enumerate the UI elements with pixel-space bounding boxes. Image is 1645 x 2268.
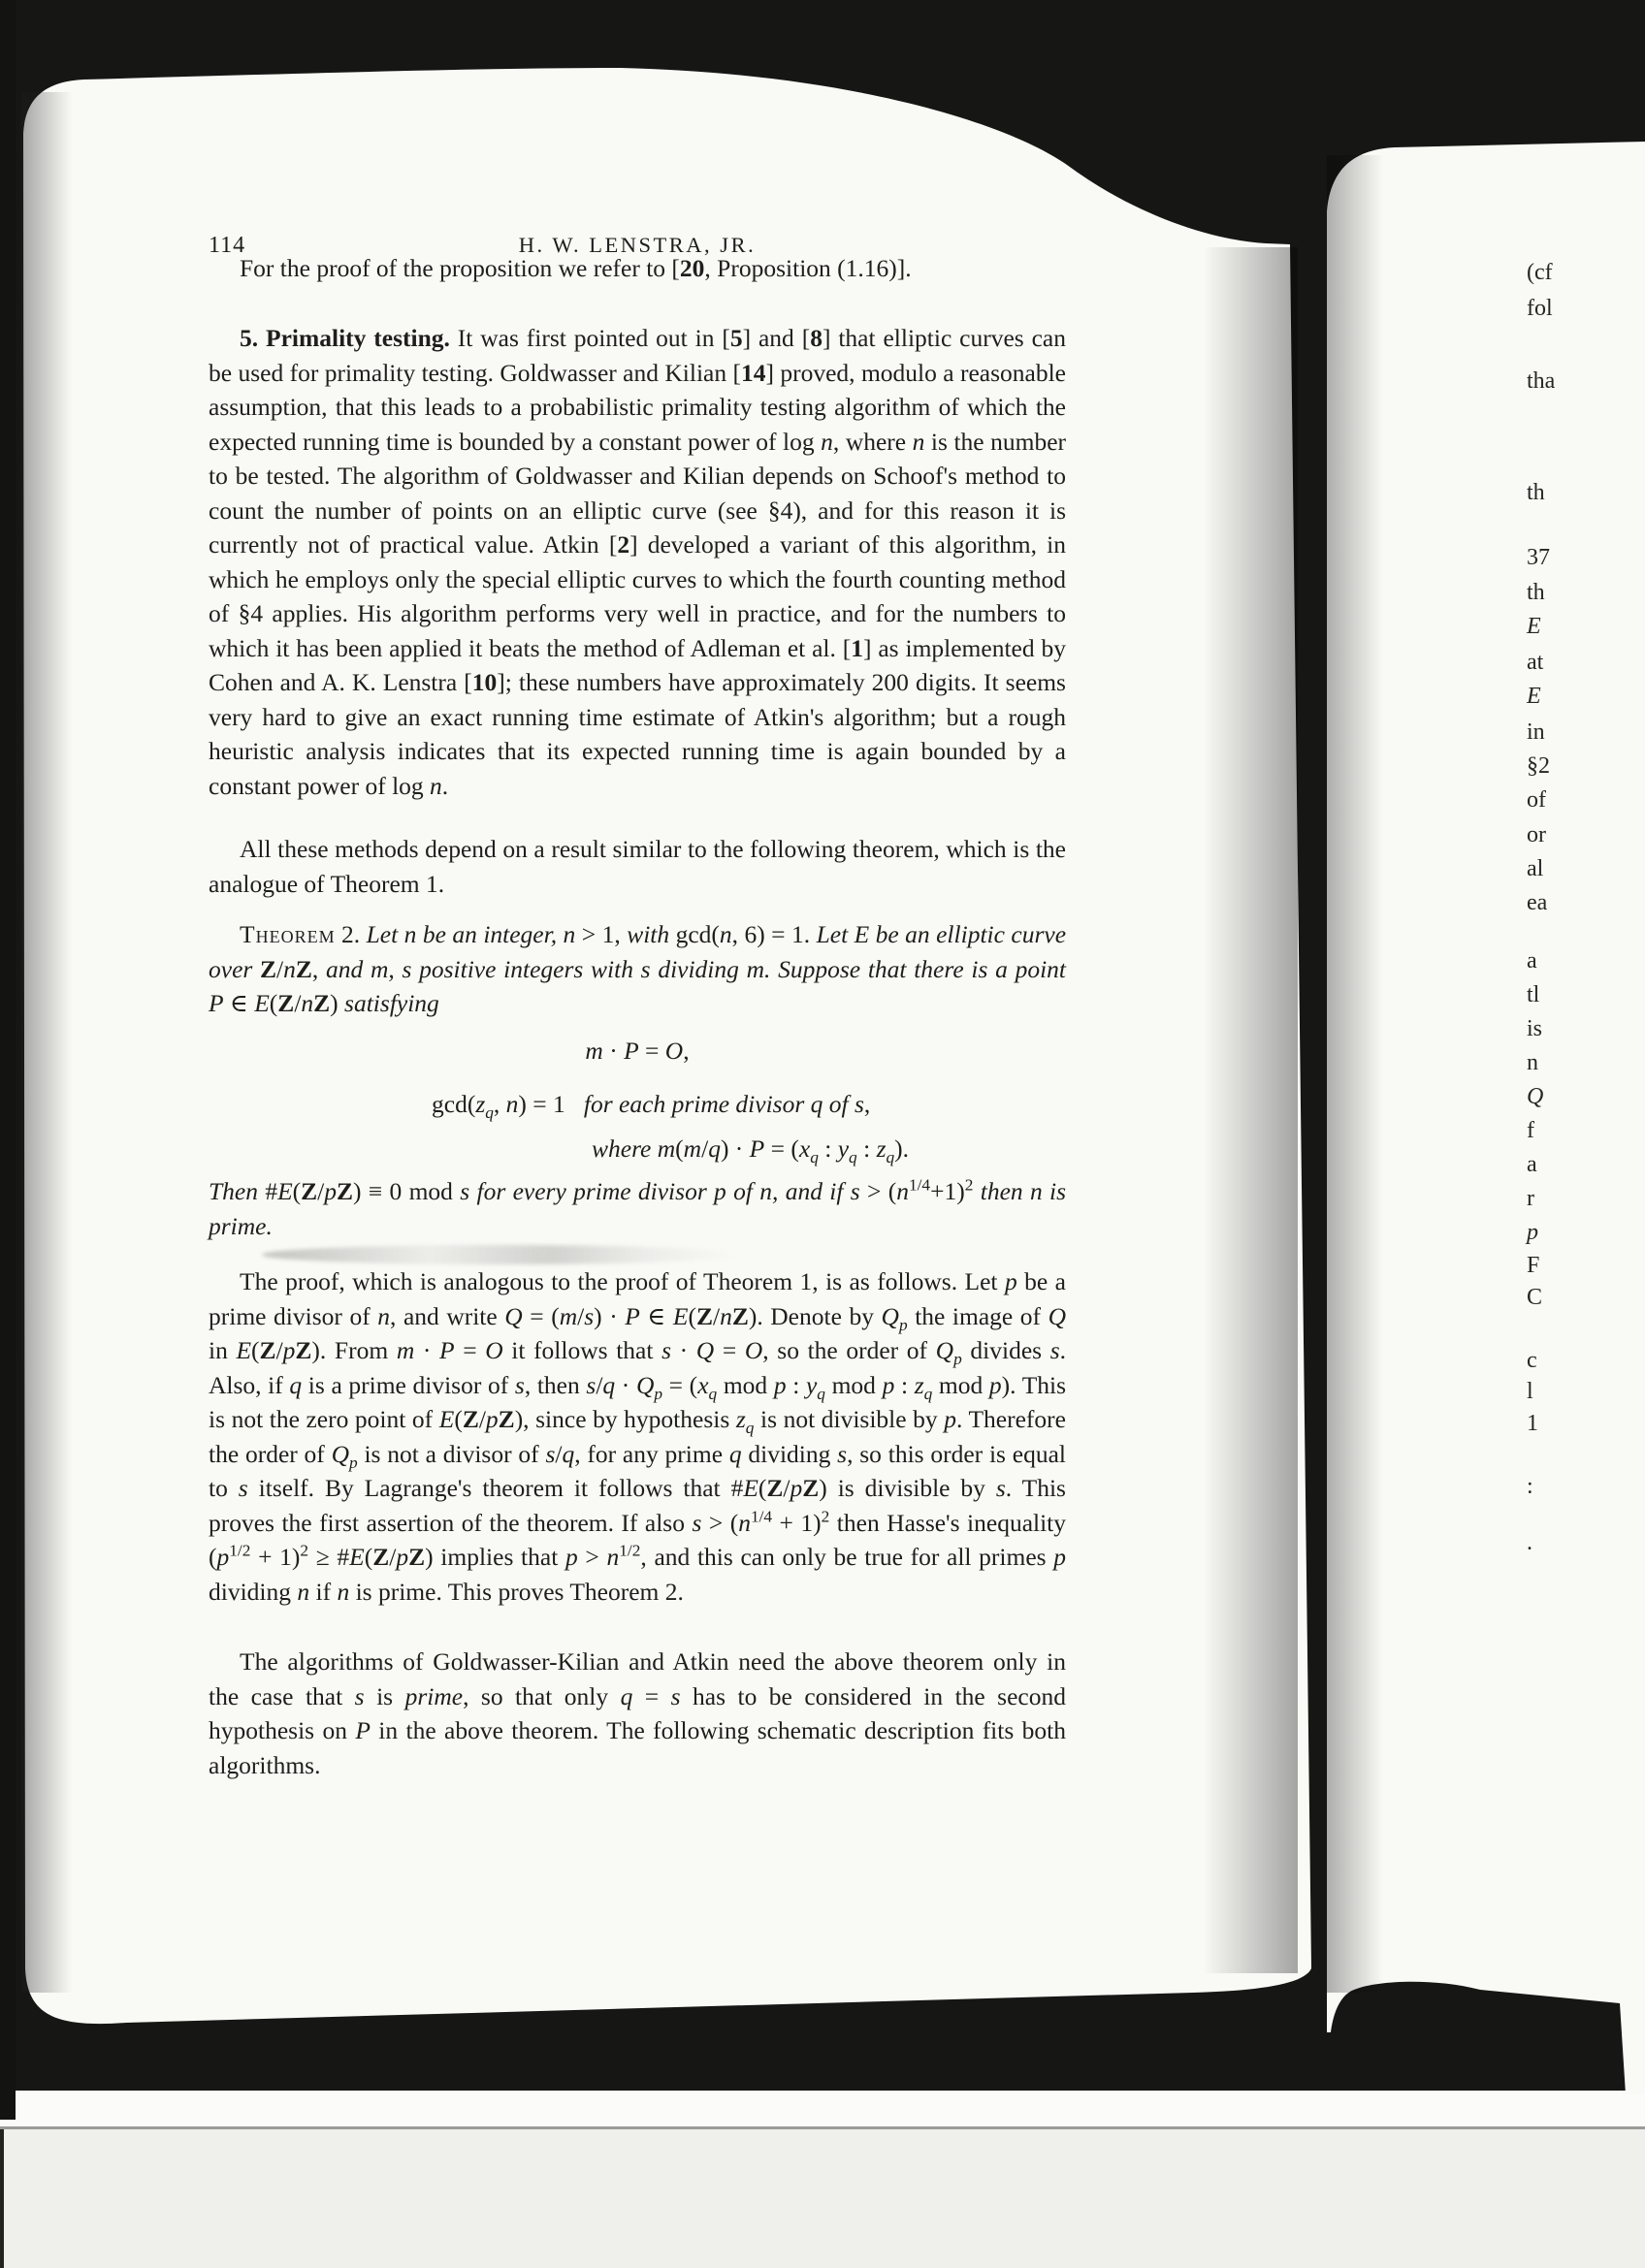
- bottom-white-strip: [0, 2091, 1645, 2129]
- facing-page-text-fragment: al: [1527, 856, 1544, 881]
- facing-page-text-fragment: a: [1527, 948, 1537, 974]
- facing-page-text-fragment: C: [1527, 1285, 1543, 1310]
- facing-page-text-fragment: r: [1527, 1186, 1534, 1211]
- facing-page-text-fragment: is: [1527, 1016, 1543, 1041]
- facing-page-text-fragment: 37: [1527, 545, 1550, 570]
- facing-page-text-fragment: c: [1527, 1348, 1537, 1373]
- formula-where-coordinates: where $m(m/q) \cdot P = (x_q$ : $y_q$ : $z_q$).: [592, 1134, 910, 1167]
- facing-page-text-fragment: Q: [1527, 1084, 1544, 1109]
- left-black-border: [0, 0, 16, 2120]
- facing-page-text-fragment: E: [1527, 614, 1541, 639]
- facing-page-text-fragment: (cf: [1527, 260, 1553, 285]
- bottom-light-area: [0, 2129, 1645, 2268]
- paragraph-proof-reference: For the proof of the proposition we refer to [20, Proposition (1.16)].: [240, 254, 912, 282]
- facing-page-text-fragment: ea: [1527, 890, 1548, 915]
- facing-page-text-fragment: a: [1527, 1152, 1537, 1177]
- formula-m-P-equals-O: m · P = O,: [585, 1037, 690, 1065]
- facing-page-text-fragment: in: [1527, 719, 1545, 745]
- facing-page-text-fragment: th: [1527, 580, 1545, 605]
- facing-page-text-fragment: fol: [1527, 296, 1553, 321]
- facing-page-text-fragment: th: [1527, 480, 1545, 505]
- facing-page-text-fragment: :: [1527, 1474, 1533, 1499]
- facing-page-text-fragment: at: [1527, 650, 1544, 675]
- facing-page-text-fragment: of: [1527, 787, 1546, 813]
- formula-gcd-condition: $\gcd(z_q$, n) = 1 for each prime divisor q of s,: [432, 1090, 871, 1123]
- paragraph-proof: The proof, which is analogous to the proof of Theorem 1, is as follows. Let p be a prime divisor of n, and write Q = (m/s) · P ∈ E(Z/nZ). Denote by $Q_p$ the image of Q in E(Z/pZ). From m · P = O it follows that s · Q = O, so the order of $Q_p$ divides s. Also, if q is a prime divisor of s, then $s/q \cdot Q_p = (x_q$ mod p : $y_q$ mod p : $z_q$ mod p). This is not the zero point of E(Z/pZ), since by hypothesis $z_q$ is not divisible by p. Therefore the order of $Q_p$ is not a divisor of s/q, for any prime q dividing s, so this order is equal to s itself. By Lagrange's theorem it follows that #E(Z/pZ) is divisible by s. This proves the first assertion of the theorem. If also $s > (n^{1/4} + 1)^2$ then Hasse's inequality $(p^{1/2} + 1)^2$ ≥ #E(Z/pZ) implies that $p > n^{1/2}$, and this can only be true for all primes p dividing n if n is prime. This proves Theorem 2.: [209, 1267, 1067, 1606]
- facing-page-surface: [1327, 142, 1645, 2094]
- facing-page-text-fragment: 1: [1527, 1411, 1538, 1436]
- page-number: 114: [209, 233, 246, 258]
- facing-page-text-fragment: n: [1527, 1050, 1538, 1075]
- paragraph-closing: The algorithms of Goldwasser-Kilian and Atkin need the above theorem only in the case that s is prime, so that only q = s has to be considered in the second hypothesis on P in the above theorem. The following schematic description fits both algorithms.: [209, 1647, 1066, 1779]
- facing-page-text-fragment: tl: [1527, 982, 1540, 1007]
- paragraph-theorem-conclusion: Then #E(Z/pZ) ≡ 0 mod s for every prime divisor p of n, and if $s > (n^{1/4}+1)^2$ then n is prime.: [209, 1175, 1067, 1240]
- facing-page-text-fragment: l: [1527, 1379, 1533, 1404]
- facing-page-text-fragment: §2: [1527, 753, 1550, 779]
- running-head: H. W. LENSTRA, JR.: [518, 233, 757, 257]
- bottom-left-edge-line: [0, 2129, 4, 2268]
- paragraph-section5-primality-testing: 5. Primality testing. It was first pointed out in [5] and [8] that elliptic curves can be used for primality testing. Goldwasser and Kilian [14] proved, modulo a reasonable assumption, that this leads to a probabilistic primality testing algorithm of which the expected running time is bounded by a constant power of log n, where n is the number to be tested. The algorithm of Goldwasser and Kilian depends on Schoof's method to count the number of points on an elliptic curve (see §4), and for this reason it is currently not of practical value. Atkin [2] developed a variant of this algorithm, in which he employs only the special elliptic curves to which the fourth counting method of §4 applies. His algorithm performs very well in practice, and for the numbers to which it has been applied it beats the method of Adleman et al. [1] as implemented by Cohen and A. K. Lenstra [10]; these numbers have approximately 200 digits. It seems very hard to give an exact running time estimate of Atkin's algorithm; but a rough heuristic analysis indicates that its expected running time is again bounded by a constant power of log n.: [209, 324, 1067, 800]
- facing-page-text-fragment: F: [1527, 1253, 1540, 1278]
- facing-page-text-fragment: tha: [1527, 368, 1556, 394]
- facing-page-text-fragment: E: [1527, 684, 1541, 709]
- facing-page-text-fragment: .: [1527, 1530, 1532, 1555]
- facing-page-text-fragment: f: [1527, 1118, 1534, 1143]
- paragraph-theorem-2: Theorem 2. Let n be an integer, n > 1, with gcd(n, 6) = 1. Let E be an elliptic curve over Z/nZ, and m, s positive integers with s dividing m. Suppose that there is a point P ∈ E(Z/nZ) satisfying: [209, 920, 1067, 1017]
- bottom-divider-line: [0, 2126, 1645, 2129]
- facing-page-text-fragment: p: [1527, 1220, 1538, 1245]
- paragraph-all-methods: All these methods depend on a result similar to the following theorem, which is the analogue of Theorem 1.: [209, 835, 1066, 898]
- facing-page-text-fragment: or: [1527, 822, 1546, 847]
